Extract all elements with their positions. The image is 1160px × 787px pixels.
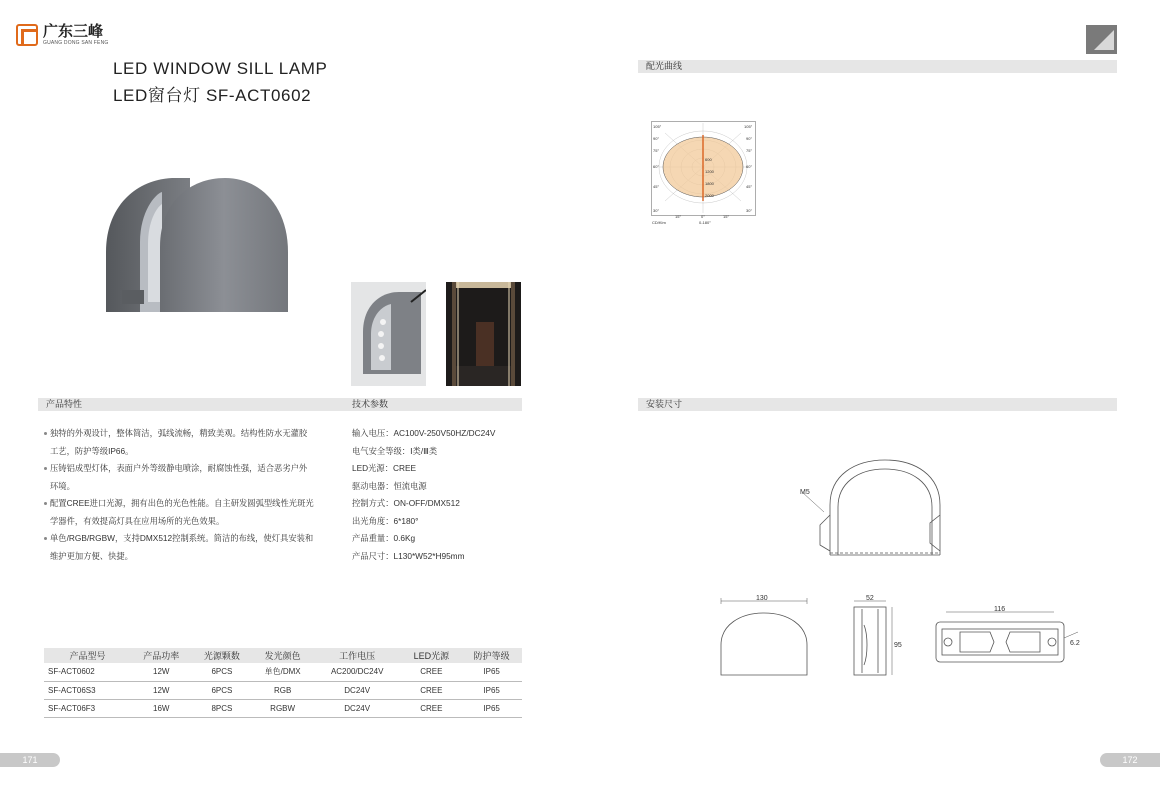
polar-left-label: 30° (653, 208, 660, 213)
application-scene-image (446, 282, 521, 386)
corner-decoration-icon (1086, 25, 1117, 54)
features-heading: 产品特性 (46, 399, 83, 409)
polar-right-label: 60° (746, 164, 753, 169)
param-item: 控制方式：ON-OFF/DMX512 (352, 498, 460, 508)
brand-name-en: GUANG DONG SAN FENG (43, 40, 109, 46)
section-header-features-params (38, 398, 522, 411)
polar-right-label: 45° (746, 184, 753, 189)
table-row (44, 699, 522, 717)
page-number-right: 172 (1100, 753, 1160, 767)
polar-ring-label: 600 (705, 157, 712, 162)
table-cell: RGBW (252, 699, 313, 717)
table-cell: IP65 (461, 699, 522, 717)
product-detail-image (351, 282, 426, 386)
dim-width: 130 (756, 595, 768, 602)
dim-depth: 52 (866, 595, 874, 602)
table-cell: 6PCS (192, 663, 253, 681)
dim-slot: 6.2 (1070, 640, 1080, 647)
polar-ring-label: 1800 (705, 181, 714, 186)
param-item: 驱动电器：恒流电源 (352, 480, 427, 491)
polar-right-label: 75° (746, 148, 753, 153)
param-item: 输入电压：AC100V-250V50HZ/DC24V (352, 428, 496, 438)
spec-table (44, 648, 522, 718)
feature-item: 单色/RGB/RGBW，支持DMX512控制系统。简洁的布线，使灯具安装和维护更加方便、快捷。 (44, 530, 314, 565)
table-row (44, 663, 522, 681)
param-item: LED光源：CREE (352, 463, 417, 473)
table-header: 工作电压 (313, 648, 401, 663)
polar-right-label: 105° (744, 124, 753, 129)
table-cell: SF-ACT06S3 (44, 681, 131, 699)
table-header: 防护等级 (461, 648, 522, 663)
table-header: 产品功率 (131, 648, 192, 663)
dim-length: 116 (994, 606, 1006, 613)
table-header: LED光源 (401, 648, 461, 663)
table-cell: AC200/DC24V (313, 663, 401, 681)
polar-left-label: 75° (653, 148, 660, 153)
brand-name-cn: 广东三峰 (43, 23, 104, 40)
param-item: 电气安全等级：Ⅰ类/Ⅲ类 (352, 445, 438, 456)
polar-ring-label: 2000 (705, 193, 714, 198)
dim-m5: M5 (800, 489, 810, 496)
table-cell: IP65 (461, 663, 522, 681)
params-list (352, 425, 522, 565)
feature-item: 压铸铝成型灯体，表面户外等级静电喷涂，耐腐蚀性强，适合恶劣户外环境。 (44, 460, 314, 495)
polar-left-label: 105° (653, 124, 662, 129)
product-hero-image (100, 172, 300, 327)
polar-unit-label: CD/Klm (652, 220, 666, 225)
install-size-heading: 安装尺寸 (638, 398, 1117, 411)
feature-item: 独特的外观设计，整体简洁，弧线流畅，精致美观。结构性防水无灌胶工艺，防护等级IP66。 (44, 425, 314, 460)
table-cell: 6PCS (192, 681, 253, 699)
table-cell: 单色/DMX (252, 663, 313, 681)
table-cell: RGB (252, 681, 313, 699)
param-item: 出光角度：6*180° (352, 515, 419, 526)
polar-bottom-label: 15° (723, 214, 730, 219)
light-curve-heading: 配光曲线 (638, 60, 1117, 73)
param-item: 产品重量：0.6Kg (352, 533, 416, 543)
polar-right-label: 30° (746, 208, 753, 213)
polar-bottom-label: 0° (701, 214, 705, 219)
polar-left-label: 90° (653, 136, 660, 141)
product-title-cn: LED窗台灯 SF-ACT0602 (113, 86, 312, 105)
polar-bottom-label: 15° (675, 214, 682, 219)
dim-height: 95 (894, 642, 902, 649)
table-cell: IP65 (461, 681, 522, 699)
brand-logo (16, 24, 108, 46)
table-cell: SF-ACT06F3 (44, 699, 131, 717)
table-header-row (44, 648, 522, 663)
table-cell: CREE (401, 681, 461, 699)
param-item: 产品尺寸：L130*W52*H95mm (352, 550, 465, 561)
light-distribution-diagram (651, 121, 756, 225)
logo-icon (16, 24, 38, 46)
table-cell: DC24V (313, 699, 401, 717)
table-cell: DC24V (313, 681, 401, 699)
params-heading: 技术参数 (352, 399, 389, 409)
table-cell: 8PCS (192, 699, 253, 717)
table-cell: 12W (131, 663, 192, 681)
polar-left-label: 45° (653, 184, 660, 189)
product-title-en: LED WINDOW SILL LAMP (113, 59, 328, 78)
table-cell: CREE (401, 699, 461, 717)
table-cell: CREE (401, 663, 461, 681)
table-cell: 16W (131, 699, 192, 717)
table-header: 发光颜色 (252, 648, 313, 663)
table-header: 光源颗数 (192, 648, 253, 663)
table-header: 产品型号 (44, 648, 131, 663)
features-list (44, 425, 314, 565)
polar-right-label: 90° (746, 136, 753, 141)
front-view-drawing (715, 595, 813, 680)
page-number-left: 171 (0, 753, 60, 767)
table-cell: SF-ACT0602 (44, 663, 131, 681)
polar-ring-label: 1200 (705, 169, 714, 174)
top-view-drawing (930, 602, 1085, 667)
side-section-drawing (790, 455, 950, 565)
table-cell: 12W (131, 681, 192, 699)
polar-plane-label: 0-180° (699, 220, 711, 225)
feature-item: 配置CREE进口光源，拥有出色的光色性能。自主研发圆弧型线性光斑光学器件，有效提高灯具在应用场所的光色效果。 (44, 495, 314, 530)
profile-view-drawing (848, 595, 908, 680)
table-row (44, 681, 522, 699)
polar-left-label: 60° (653, 164, 660, 169)
